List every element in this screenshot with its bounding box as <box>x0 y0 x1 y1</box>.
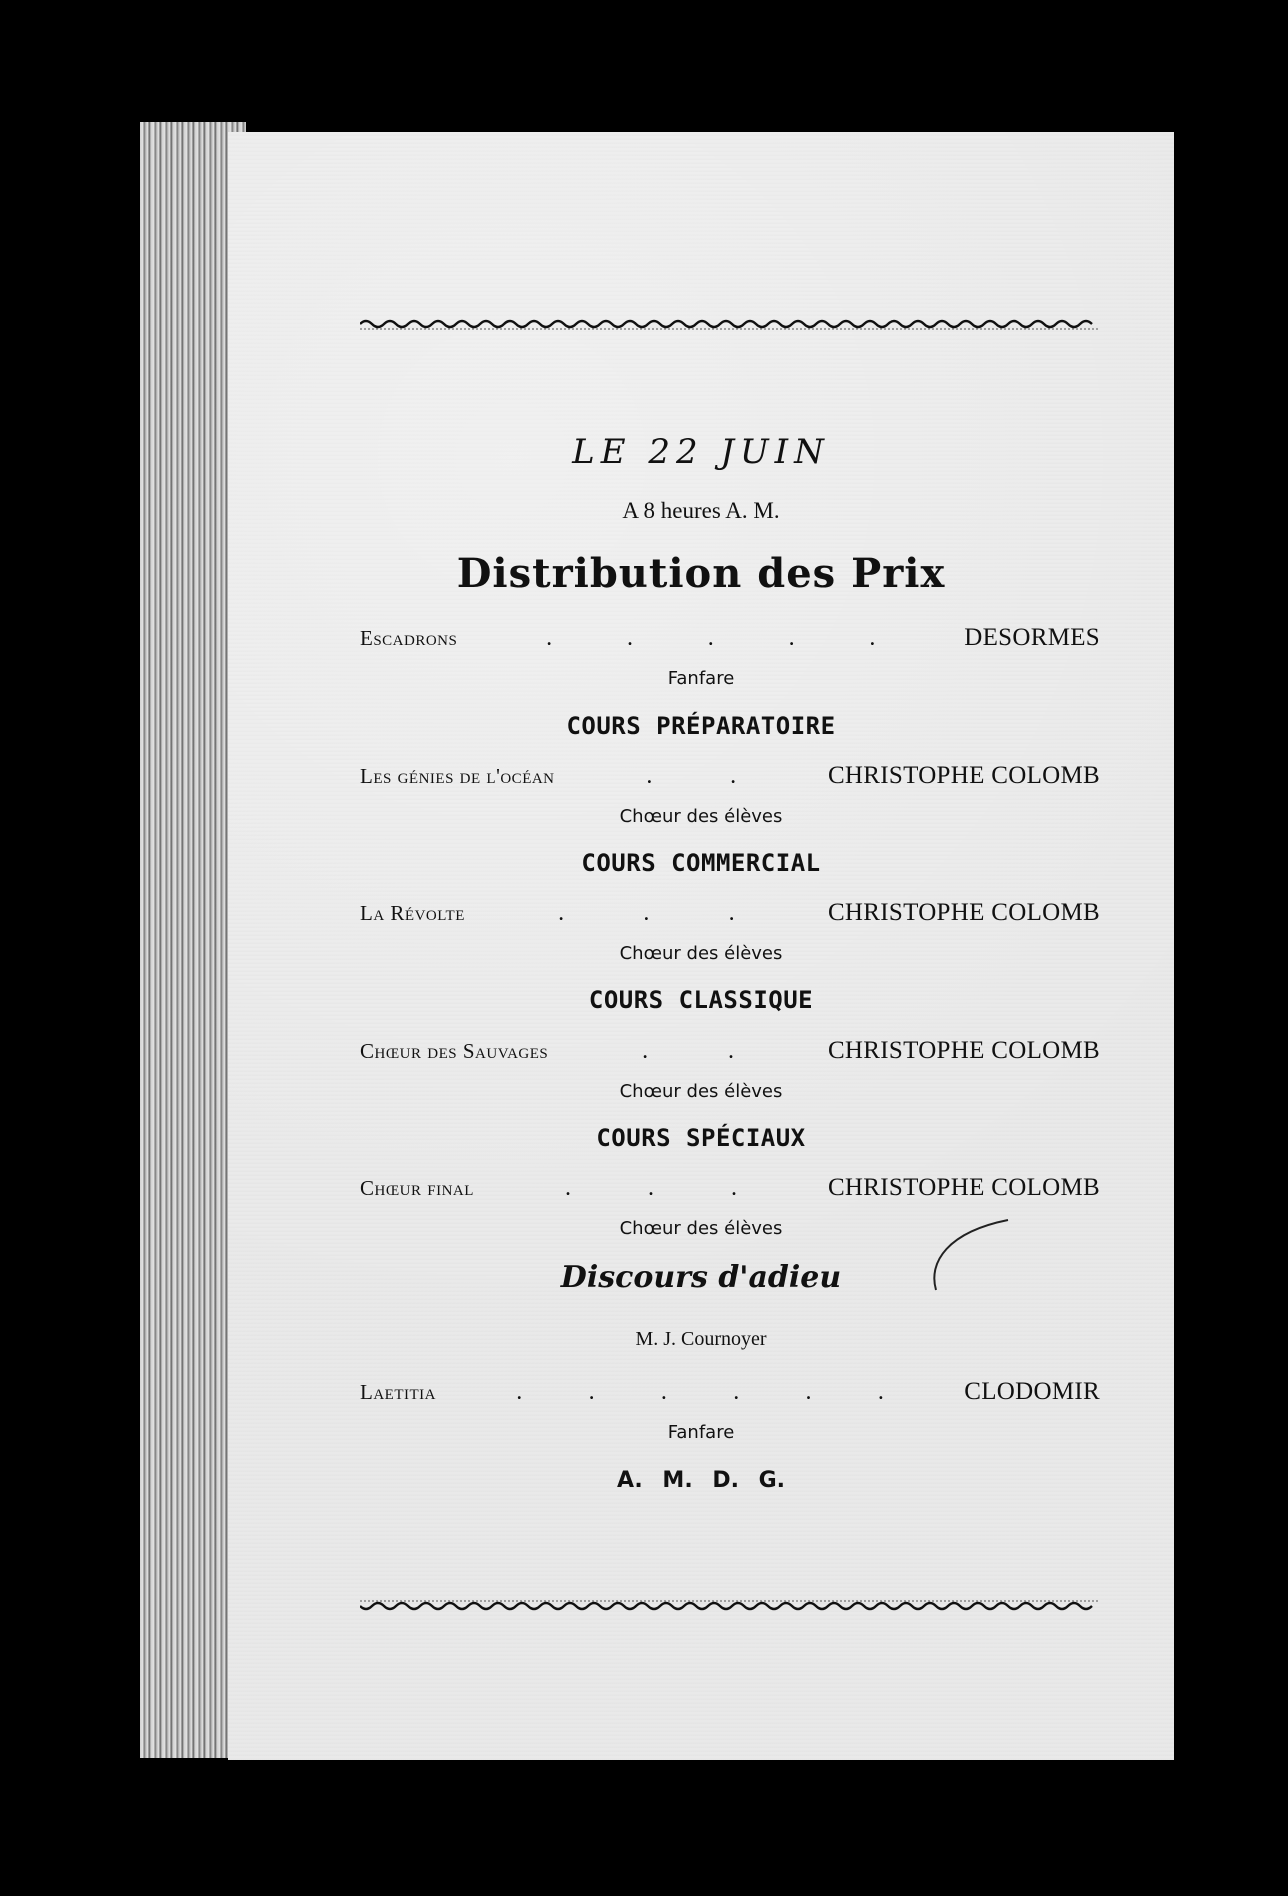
composer-name: DESORMES <box>964 624 1100 651</box>
program-row <box>360 624 1100 658</box>
program-row <box>360 762 1100 796</box>
piece-title: Escadrons <box>360 626 458 650</box>
composer-name: CHRISTOPHE COLOMB <box>827 899 1100 926</box>
program-title: Distribution des Prix <box>456 550 946 597</box>
program-row <box>360 1037 1100 1071</box>
performer: Fanfare <box>667 1422 735 1443</box>
program-row <box>360 1378 1100 1412</box>
pencil-mark <box>908 1212 1028 1292</box>
piece-title: La Révolte <box>360 901 465 925</box>
piece-title: Laetitia <box>360 1380 436 1404</box>
motto: A. M. D. G. <box>616 1468 786 1493</box>
performer: Chœur des élèves <box>619 1081 783 1102</box>
program-page <box>228 132 1174 1760</box>
event-time: A 8 heures A. M. <box>622 498 780 523</box>
section-heading: COURS COMMERCIAL <box>581 849 821 877</box>
performer: Fanfare <box>667 668 735 689</box>
leader-dots: . . . <box>558 900 735 926</box>
leader-dots: . . . <box>564 1175 737 1201</box>
leader-dots: . . . . . <box>546 625 876 651</box>
performer: Chœur des élèves <box>619 806 783 827</box>
farewell-title: Discours d'adieu <box>560 1260 842 1295</box>
event-date: LE 22 JUIN <box>572 432 830 472</box>
piece-title: Les génies de l'océan <box>360 764 555 788</box>
performer: Chœur des élèves <box>619 1218 783 1239</box>
section-heading: COURS PRÉPARATOIRE <box>566 712 836 740</box>
piece-title: Chœur final <box>360 1176 474 1200</box>
top-ornamental-rule <box>360 318 1098 330</box>
bottom-ornamental-rule <box>360 1600 1098 1612</box>
program-row <box>360 899 1100 933</box>
leader-dots: . . <box>646 763 737 789</box>
composer-name: CHRISTOPHE COLOMB <box>827 1037 1100 1064</box>
composer-name: CLODOMIR <box>964 1378 1100 1405</box>
section-heading: COURS CLASSIQUE <box>588 986 814 1014</box>
composer-name: CHRISTOPHE COLOMB <box>827 1174 1100 1201</box>
farewell-speaker: M. J. Cournoyer <box>635 1328 767 1350</box>
composer-name: CHRISTOPHE COLOMB <box>827 762 1100 789</box>
section-heading: COURS SPÉCIAUX <box>596 1124 806 1152</box>
leader-dots: . . <box>642 1038 735 1064</box>
performer: Chœur des élèves <box>619 943 783 964</box>
program-row <box>360 1174 1100 1208</box>
piece-title: Chœur des Sauvages <box>360 1039 549 1063</box>
leader-dots: . . . . . . <box>516 1379 884 1405</box>
